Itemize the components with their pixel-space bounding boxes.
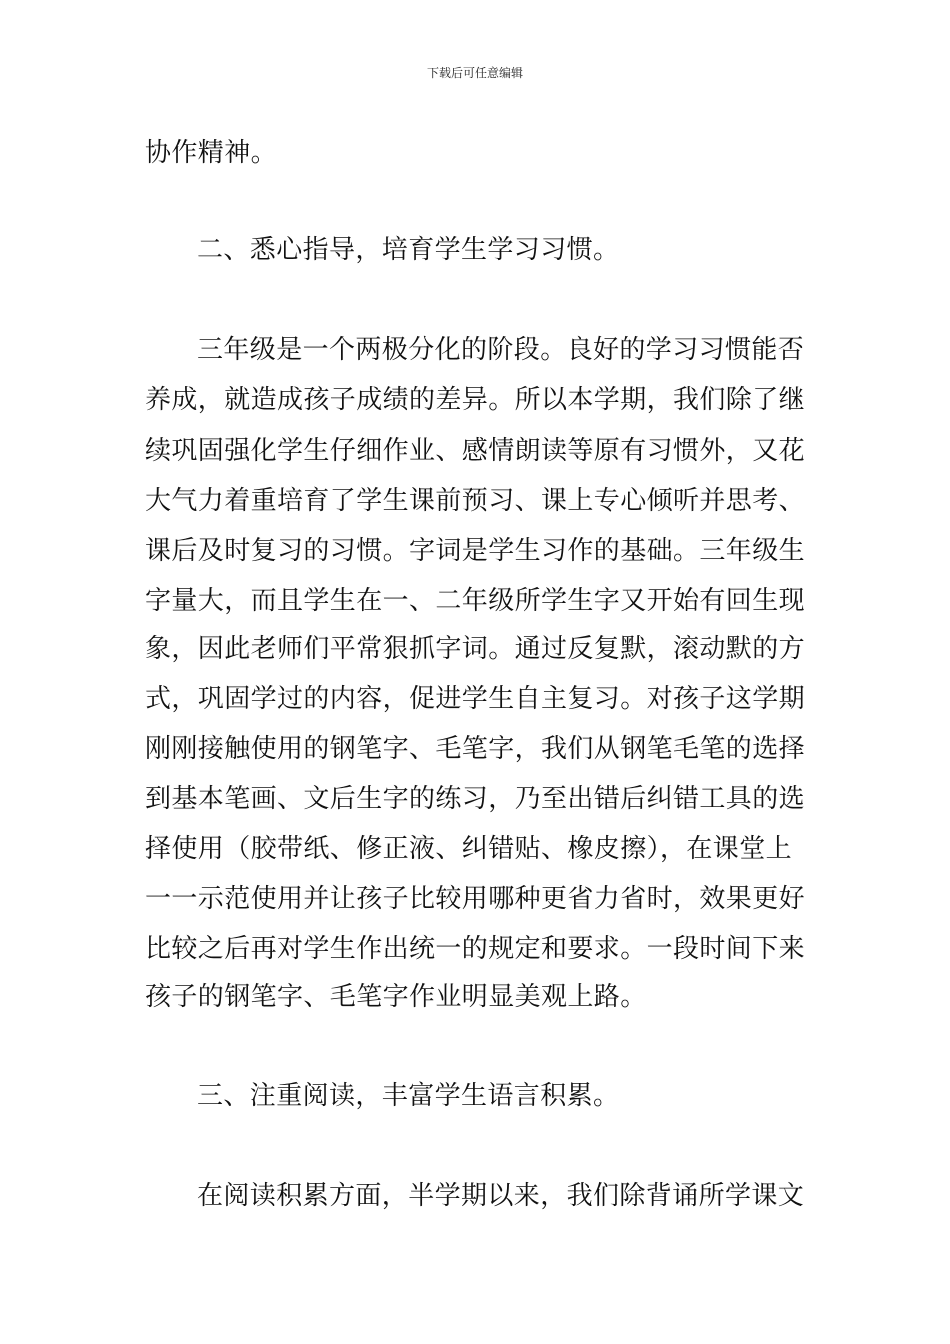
text-line: 一一示范使用并让孩子比较用哪种更省力省时，效果更好	[145, 884, 806, 914]
text-line: 式，巩固学过的内容，促进学生自主复习。对孩子这学期	[145, 684, 806, 714]
text-line: 字量大，而且学生在一、二年级所学生字又开始有回生现	[145, 586, 806, 616]
text-line: 比较之后再对学生作出统一的规定和要求。一段时间下来	[145, 934, 806, 964]
page-header-note: 下载后可任意编辑	[426, 66, 523, 80]
text-line: 课后及时复习的习惯。字词是学生习作的基础。三年级生	[145, 536, 806, 566]
text-line: 择使用（胶带纸、修正液、纠错贴、橡皮擦），在课堂上	[145, 834, 793, 864]
text-line: 协作精神。	[145, 138, 278, 168]
text-line: 到基本笔画、文后生字的练习，乃至出错后纠错工具的选	[145, 784, 806, 814]
text-line: 刚刚接触使用的钢笔字、毛笔字，我们从钢笔毛笔的选择	[145, 734, 806, 764]
text-line: 三年级是一个两极分化的阶段。良好的学习习惯能否	[197, 335, 805, 365]
text-line: 象，因此老师们平常狠抓字词。通过反复默，滚动默的方	[145, 634, 806, 664]
text-line: 大气力着重培育了学生课前预习、课上专心倾听并思考、	[145, 486, 806, 516]
section-heading: 二、悉心指导，培育学生学习习惯。	[197, 235, 620, 265]
text-line: 在阅读积累方面，半学期以来，我们除背诵所学课文	[197, 1181, 805, 1211]
text-line: 孩子的钢笔字、毛笔字作业明显美观上路。	[145, 982, 647, 1012]
text-line: 养成，就造成孩子成绩的差异。所以本学期，我们除了继	[145, 385, 806, 415]
section-heading: 三、注重阅读，丰富学生语言积累。	[197, 1081, 620, 1111]
text-line: 续巩固强化学生仔细作业、感情朗读等原有习惯外，又花	[145, 436, 806, 466]
